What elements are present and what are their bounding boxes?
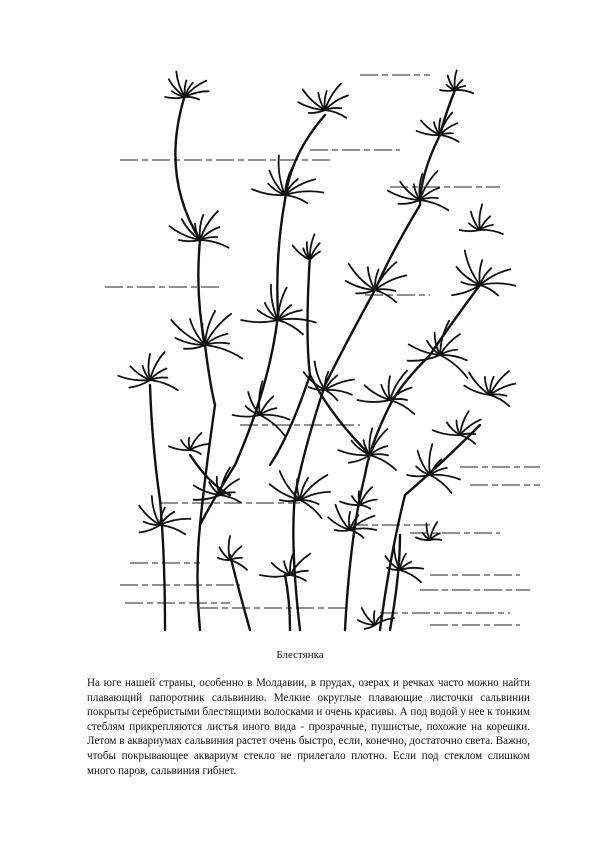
figure-caption: Блестянка xyxy=(276,649,324,661)
plant-stem xyxy=(285,115,325,200)
plant-stem xyxy=(198,525,201,630)
plant-stem xyxy=(175,95,200,240)
leaf-whorl xyxy=(388,171,449,210)
plant-stem xyxy=(230,555,250,630)
leaf-whorl xyxy=(328,505,376,538)
leaf-whorl xyxy=(433,411,481,444)
leaf-whorl xyxy=(293,234,320,260)
plant-drawing xyxy=(100,55,540,645)
plant-stem xyxy=(205,345,215,405)
leaf-whorl xyxy=(340,487,377,509)
leaf-whorl xyxy=(270,471,330,518)
plant-illustration xyxy=(100,55,540,645)
plant-stem xyxy=(390,355,430,405)
leaf-whorl xyxy=(440,70,473,93)
leaf-whorl xyxy=(165,72,208,100)
leaf-whorl xyxy=(358,608,394,629)
leaf-whorl xyxy=(460,204,503,234)
leaf-whorl xyxy=(252,156,323,204)
leaf-whorl xyxy=(385,545,423,582)
leaf-whorl xyxy=(260,551,310,581)
leaf-whorl xyxy=(169,433,209,454)
body-paragraph: На юге нашей страны, особенно в Молдавии, в прудах, озерах и речках часто можно найти плавающий папоротник сальвинию. Мелкие округлые плавающие листочки сальвинии покрыты серебристыми блестящими волосками и очень красивы. А под водой у нее к тонким стеблям прикрепляются листья иного вида - прозрачные, пушистые, похожие на корешки. Летом в аквариумах сальвиния растет очень быстро, если, конечно, достаточно света. Важно, чтобы покрывающее аквариум стекло не прилегало плотно. Если под стеклом слишком много паров, сальвиния гибнет. xyxy=(87,677,530,777)
plant-stem xyxy=(420,135,440,205)
plant-stem xyxy=(277,200,285,315)
leaf-whorl xyxy=(358,371,415,414)
leaf-whorl xyxy=(304,361,354,400)
leaf-whorl xyxy=(464,371,515,406)
leaf-whorl xyxy=(346,262,407,302)
plant-stem xyxy=(285,575,290,630)
leaf-whorl xyxy=(194,468,241,503)
plant-stem xyxy=(345,475,365,630)
leaf-whorl xyxy=(233,381,290,435)
leaf-whorl xyxy=(118,352,178,390)
plant-stem xyxy=(150,385,160,500)
plant-stem xyxy=(308,255,311,375)
plant-stem xyxy=(325,290,375,385)
plant-stem xyxy=(405,425,480,495)
leaf-whorl xyxy=(139,496,190,534)
plant-stem xyxy=(235,315,278,465)
leaf-whorl xyxy=(298,84,348,118)
plant-stem xyxy=(200,405,215,525)
leaf-whorl xyxy=(452,251,515,296)
